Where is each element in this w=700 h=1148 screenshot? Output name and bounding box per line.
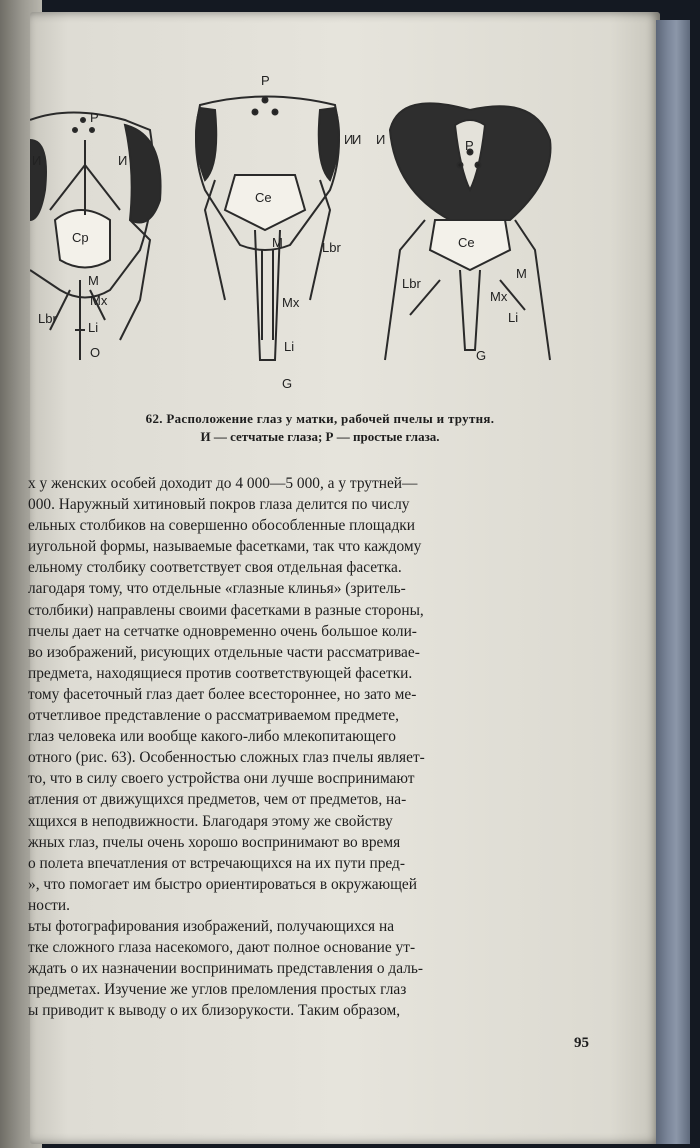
text-line: ельному столбику соответствует своя отдельная фасетка. (28, 559, 402, 577)
text-line: ы приводит к выводу о их близорукости. Таким образом, (28, 1002, 401, 1020)
text-line: о полета впечатления от встречающихся на их пути пред- (28, 854, 406, 872)
text-line: столбики) направлены своими фасетками в разные стороны, (28, 601, 424, 619)
label-queen-cp: Cp (72, 230, 89, 245)
text-line: предметах. Изучение же углов преломления простых глаз (28, 981, 407, 999)
label-drone-i-left: И (352, 132, 362, 147)
figure-bee-heads (30, 70, 590, 400)
label-worker-p: P (261, 73, 270, 88)
text-line: предмета, находящиеся против соответствующей фасетки. (28, 664, 413, 682)
label-drone-p: P (465, 138, 474, 153)
text-line: ности. (28, 896, 70, 914)
text-line: жных глаз, пчелы очень хорошо воспринимают во время (28, 833, 401, 851)
label-worker-g: G (282, 376, 293, 391)
label-worker-m: M (272, 235, 283, 250)
page-number: 95 (574, 1035, 589, 1051)
worker-head-drawing (196, 97, 339, 361)
text-line: 000. Наружный хитиновый покров глаза делится по числу (28, 496, 410, 514)
label-queen-p: P (90, 110, 99, 125)
text-line: », что помогает им быстро ориентироваться в окружающей (28, 875, 417, 893)
label-queen-lbr: Lbr (38, 311, 57, 326)
text-line: отного (рис. 63). Особенностью сложных глаз пчелы являет- (28, 749, 425, 767)
text-line: тке сложного глаза насекомого, дают полное основание ут- (28, 939, 416, 957)
label-worker-ce: Ce (255, 190, 272, 205)
label-worker-li: Li (284, 339, 295, 354)
label-queen-li: Li (88, 320, 99, 335)
text-line: ьты фотографирования изображений, получающихся на (28, 917, 395, 935)
label-queen-i-left: И (32, 153, 42, 168)
text-line: х у женских особей доходит до 4 000—5 000, а у трутней— (28, 475, 418, 492)
label-queen-m: M (88, 273, 99, 288)
text-line: лагодаря тому, что отдельные «глазные клинья» (зритель- (28, 580, 406, 598)
label-drone-ce: Ce (458, 235, 475, 250)
text-line: тому фасеточный глаз дает более всестороннее, но зато ме- (28, 685, 417, 703)
text-line: хщихся в неподвижности. Благодаря этому же свойству (28, 812, 393, 830)
label-drone-m: M (516, 266, 527, 281)
label-drone-mx: Mx (490, 289, 508, 304)
text-line: ельных столбиков на совершенно обособленные площадки (28, 517, 416, 535)
text-line: иугольной формы, называемые фасетками, так что каждому (28, 538, 422, 556)
text-line: глаз человека или вообще какого-либо млекопитающего (28, 728, 396, 746)
caption-line-2: И — сетчатые глаза; Р — простые глаза. (200, 429, 440, 444)
label-worker-i: И (344, 132, 354, 147)
body-text (28, 473, 600, 1021)
text-line: во изображений, рисующих отдельные части рассматривае- (28, 643, 420, 661)
label-drone-i-right: И (376, 132, 386, 147)
book-cover-edge (656, 20, 690, 1144)
label-queen-mx: Mx (90, 293, 108, 308)
text-line: пчелы дает на сетчатке одновременно очень большое коли- (28, 622, 417, 640)
text-line: ждать о их назначении воспринимать представления о даль- (28, 960, 424, 978)
label-drone-g: G (476, 348, 487, 363)
label-worker-mx: Mx (282, 295, 300, 310)
text-line: атления от движущихся предметов, чем от предметов, на- (28, 791, 407, 809)
label-queen-o: O (90, 345, 101, 360)
figure-caption (40, 410, 600, 446)
label-queen-i-right: И (118, 153, 128, 168)
label-drone-lbr: Lbr (402, 276, 421, 291)
caption-line-1: 62. Расположение глаз у матки, рабочей пчелы и трутня. (145, 411, 495, 426)
text-line: то, что в силу своего устройства они лучше воспринимают (28, 770, 415, 788)
label-drone-li: Li (508, 310, 519, 325)
text-line: отчетливое представление о рассматриваемом предмете, (28, 707, 399, 725)
label-worker-lbr: Lbr (322, 240, 341, 255)
